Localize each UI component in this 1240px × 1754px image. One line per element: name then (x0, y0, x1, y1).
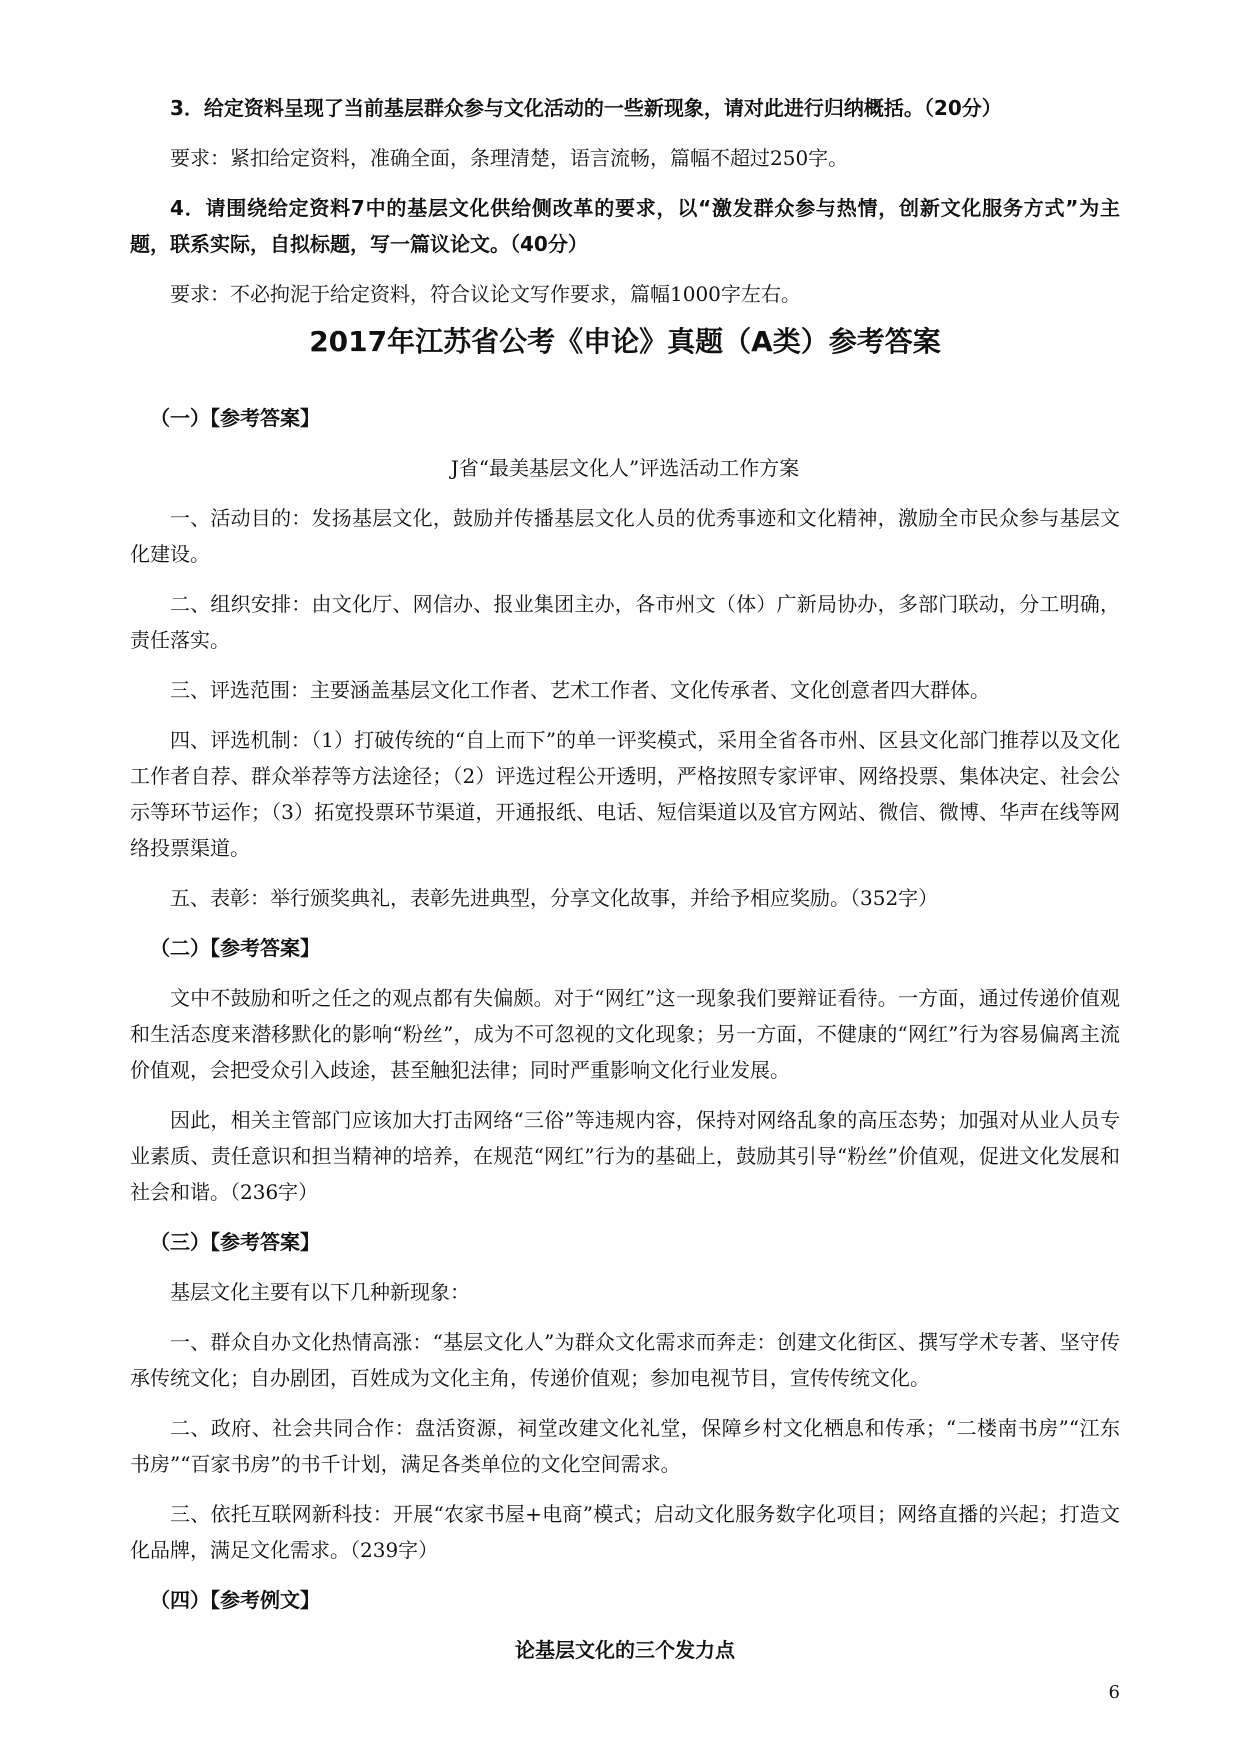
section-1-paragraph: 五、表彰：举行颁奖典礼，表彰先进典型，分享文化故事，并给予相应奖励。（352字） (170, 886, 939, 910)
section-1-paragraph: 一、活动目的：发扬基层文化，鼓励并传播基层文化人员的优秀事迹和文化精神，激励全市民众参与基层文化建设。 (130, 506, 1120, 566)
question-3-requirement: 要求：紧扣给定资料，准确全面，条理清楚，语言流畅，篇幅不超过250字。 (170, 146, 849, 170)
section-1-paragraph: 三、评选范围：主要涵盖基层文化工作者、艺术工作者、文化传承者、文化创意者四大群体。 (170, 678, 990, 702)
section-2-paragraph: 文中不鼓励和听之任之的观点都有失偏颇。对于“网红”这一现象我们要辩证看待。一方面，通过传递价值观和生活态度来潜移默化的影响“粉丝”，成为不可忽视的文化现象；另一方面，不健康的“网红”行为容易偏离主流价值观，会把受众引入歧途，甚至触犯法律；同时严重影响文化行业发展。 (130, 986, 1120, 1082)
section-2-paragraph: 因此，相关主管部门应该加大打击网络“三俗”等违规内容，保持对网络乱象的高压态势；加强对从业人员专业素质、责任意识和担当精神的培养，在规范“网红”行为的基础上，鼓励其引导“粉丝”价值观，促进文化发展和社会和谐。（236字） (130, 1108, 1120, 1204)
section-3-paragraph: 基层文化主要有以下几种新现象： (170, 1280, 470, 1304)
plan-title: J省“最美基层文化人”评选活动工作方案 (450, 456, 800, 480)
section-3-paragraph: 三、依托互联网新科技：开展“农家书屋+电商”模式；启动文化服务数字化项目；网络直播的兴起；打造文化品牌，满足文化需求。（239字） (130, 1502, 1120, 1562)
section-4-heading: （四）【参考例文】 (150, 1588, 320, 1612)
section-1-paragraph: 四、评选机制：（1）打破传统的“自上而下”的单一评奖模式，采用全省各市州、区县文化部门推荐以及文化工作者自荐、群众举荐等方法途径；（2）评选过程公开透明，严格按照专家评审、网络投票、集体决定、社会公示等环节运作；（3）拓宽投票环节渠道，开通报纸、电话、短信渠道以及官方网站、微信、微博、华声在线等网络投票渠道。 (130, 728, 1120, 860)
section-1-heading: （一）【参考答案】 (150, 406, 320, 430)
section-2-heading: （二）【参考答案】 (150, 936, 320, 960)
essay-title: 论基层文化的三个发力点 (515, 1638, 735, 1662)
answers-title: 2017年江苏省公考《申论》真题（A类）参考答案 (309, 325, 941, 358)
section-3-paragraph: 一、群众自办文化热情高涨：“基层文化人”为群众文化需求而奔走：创建文化街区、撰写学术专著、坚守传承传统文化；自办剧团，百姓成为文化主角，传递价值观；参加电视节目，宣传传统文化。 (130, 1330, 1120, 1390)
page-content (130, 90, 1120, 1668)
section-1-paragraph: 二、组织安排：由文化厅、网信办、报业集团主办，各市州文（体）广新局协办，多部门联动，分工明确，责任落实。 (130, 592, 1120, 652)
question-4-requirement: 要求：不必拘泥于给定资料，符合议论文写作要求，篇幅1000字左右。 (170, 282, 801, 306)
question-4: 4．请围绕给定资料7中的基层文化供给侧改革的要求，以“激发群众参与热情，创新文化服务方式”为主题，联系实际，自拟标题，写一篇议论文。（40分） (130, 196, 1120, 256)
question-3: 3．给定资料呈现了当前基层群众参与文化活动的一些新现象，请对此进行归纳概括。（20分） (170, 96, 1002, 120)
section-3-heading: （三）【参考答案】 (150, 1230, 320, 1254)
page-number: 6 (1108, 1682, 1120, 1703)
section-3-paragraph: 二、政府、社会共同合作：盘活资源，祠堂改建文化礼堂，保障乡村文化栖息和传承；“二楼南书房”“江东书房”“百家书房”的书千计划，满足各类单位的文化空间需求。 (130, 1416, 1120, 1476)
